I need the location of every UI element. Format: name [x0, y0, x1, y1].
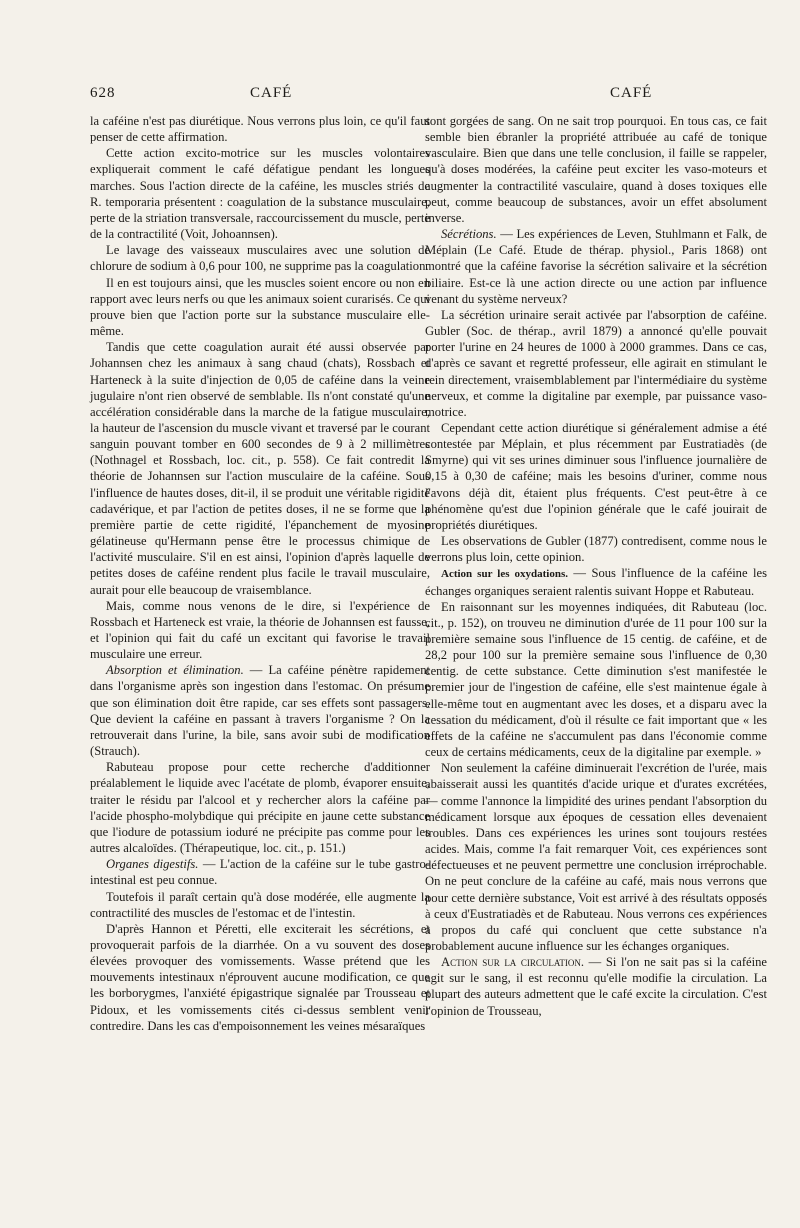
paragraph-text: Rabuteau propose pour cette recherche d'additionner préalablement le liquide avec l'acétate de plomb, évaporer ensuite, traiter le résidu par l'alcool et y rechercher alors la caféine par l'acide phospho-molybdique qui précipite en jaune cette substance que l'iodure de potassium ioduré ne précipite pas comme pour les autres alcaloïdes. (Thérapeutique, loc. cit., p. 151.): [90, 760, 430, 856]
paragraph: [90, 275, 430, 340]
paragraph: [90, 598, 430, 663]
paragraph-text: Le lavage des vaisseaux musculaires avec une solution de chlorure de sodium à 0,6 pour 100, ne supprime pas la coagulation.: [90, 243, 430, 274]
paragraph: [90, 113, 430, 145]
paragraph-text: Mais, comme nous venons de le dire, si l'expérience de Rossbach et Harteneck est vraie, la théorie de Johannsen est fausse, et l'opinion qui fait du café un excitant qui favorise le travail musculaire une erreur.: [90, 598, 430, 662]
running-title-right: CAFÉ: [610, 85, 653, 101]
page-number: 628: [90, 85, 116, 101]
paragraph-text: — La caféine pénètre rapidement dans l'organisme après son ingestion dans l'estomac. On présume que son élimination doit être rapide, car ses effets sont passagers. Que devient la caféine en passant à travers l'organisme ? On la retrouverait dans l'urine, la bile, sans avoir subi de modification (Strauch).: [90, 663, 430, 759]
paragraph: [425, 760, 767, 954]
paragraph: [425, 226, 767, 307]
page-header: [90, 85, 728, 107]
paragraph: [425, 565, 767, 598]
paragraph: [90, 242, 430, 274]
paragraph: [425, 113, 767, 226]
paragraph-text: la caféine n'est pas diurétique. Nous verrons plus loin, ce qu'il faut penser de cette affirmation.: [90, 114, 430, 145]
running-title-left: CAFÉ: [250, 85, 293, 101]
section-heading: Action sur la circulation.: [441, 955, 585, 970]
paragraph: [90, 662, 430, 759]
paragraph: [90, 145, 430, 242]
paragraph-text: D'après Hannon et Péretti, elle exciterait les sécrétions, et provoquerait parfois de la diarrhée. On a vu souvent des doses élevées provoquer des vomissements. Wasse prétend que les mouvements intestinaux n'éprouvent aucune modification, ce que les borborygmes, l'anxiété épigastrique signalée par Trousseau et Pidoux, et les vomissements cités ci-dessus semblent venir contredire. Dans les cas d'empoisonnement les veines mésaraïques: [90, 921, 430, 1033]
paragraph-text: Non seulement la caféine diminuerait l'excrétion de l'urée, mais abaisserait aussi les quantités d'acide urique et d'urates excrétées, — comme l'annonce la limpidité des urines pendant l'absorption du médicament lorsque aux époques de cessation elles devenaient troubles. Dans ces expériences les urines sont toujours restées acides. Mais, comme l'a fait remarquer Voit, ces expériences sont défectueuses et ne peuvent permettre une conclusion irréprochable. On ne peut conclure de la caféine au café, mais nous verrons que pour cette dernière substance, Voit est arrivé à des résultats opposés à ceux d'Eustratiadès et de Rabuteau. Nous verrons ces expériences à propos du café qui concluent que cette substance n'a probablement aucune influence sur les échanges organiques.: [425, 761, 767, 953]
paragraph-text: La sécrétion urinaire serait activée par l'absorption de caféine. Gubler (Soc. de thérap., avril 1879) a annoncé qu'elle pouvait porter l'urine en 24 heures de 1000 à 2000 grammes. Dans ce cas, d'après ce savant et regretté professeur, elle agirait en stimulant le rein directement, vraisemblablement par l'intermédiaire du système nerveux, et comme la digitaline par exemple, par puissance vaso-motrice.: [425, 307, 767, 419]
paragraph-text: Cependant cette action diurétique si généralement admise a été contestée par Méplain, et plus récemment par Eustratiadès (de Smyrne) qui vit ses urines diminuer sous l'influence journalière de 0,15 à 0,30 de caféine; mais les besoins d'uriner, comme nous l'avons déjà dit, étaient plus fréquents. C'est peut-être à ce phénomène qu'est due l'opinion générale que le café jouirait de propriétés diurétiques.: [425, 420, 767, 532]
paragraph: [425, 954, 767, 1019]
section-heading: Organes digestifs.: [106, 857, 199, 872]
paragraph-text: En raisonnant sur les moyennes indiquées, dit Rabuteau (loc. cit., p. 152), on trouveu ne diminution d'urée de 11 pour 100 sur la première semaine sous l'influence de 15 centig. de caféine, et de 28,2 pour 100 sur la première semaine sous l'influence de 0,30 centig. de cette substance. Cette diminution s'est manifestée le premier jour de l'ingestion de caféine, elle s'est maintenue égale à elle-même tout en augmentant avec les doses, et a disparu avec la cessation du médicament, d'où il résulte ce fait important que « les effets de la caféine ne s'accumulent pas dans l'économie comme ceux de certains médicaments, ceux de la digitaline par exemple. »: [425, 599, 767, 760]
paragraph-text: Tandis que cette coagulation aurait été aussi observée par Johannsen chez les animaux à sang chaud (chats), Rossbach et Harteneck à la suite d'injection de 0,05 de caféine dans la veine jugulaire n'ont rien observé de semblable. Ils n'ont constaté qu'une accélération considérable dans la marche de la fatigue musculaire, la hauteur de l'ascension du muscle vivant et traversé par le courant sanguin pouvant tomber en 600 secondes de 9 à 2 millimètres (Nothnagel et Rossbach, loc. cit., p. 558). Ce fait contredit la théorie de Johannsen sur l'action musculaire de la caféine. Sous l'influence de hautes doses, dit-il, il se produit une véritable rigidité cadavérique, et par l'action de petites doses, il ne se forme que la première partie de cette rigidité, l'épanchement de myosine gélatineuse qu'Hermann pense être le processus chimique de l'activité musculaire. S'il en est ainsi, l'opinion d'après laquelle de petites doses de caféine rendent plus facile le travail musculaire, aurait pour elle beaucoup de vraisemblance.: [90, 340, 430, 597]
paragraph-text: Les observations de Gubler (1877) contredisent, comme nous le verrons plus loin, cette opinion.: [425, 534, 767, 565]
paragraph-text: Toutefois il paraît certain qu'à dose modérée, elle augmente la contractilité des muscles de l'estomac et de l'intestin.: [90, 889, 430, 920]
paragraph: [425, 533, 767, 565]
paragraph-text: — Si l'on ne sait pas si la caféine agit sur le sang, il est reconnu qu'elle modifie la circulation. La plupart des auteurs admettent que le café excite la circulation. C'est l'opinion de Trousseau,: [425, 955, 767, 1018]
section-heading: Sécrétions.: [441, 227, 497, 242]
paragraph: [425, 307, 767, 420]
paragraph-text: Il en est toujours ainsi, que les muscles soient encore ou non en rapport avec leurs nerfs ou que les animaux soient curarisés. Ce qui prouve bien que l'action porte sur la substance musculaire elle-même.: [90, 275, 430, 339]
left-column: [90, 113, 430, 1034]
section-heading: Action sur les oxydations.: [441, 568, 569, 581]
paragraph: [425, 599, 767, 761]
paragraph: [90, 889, 430, 921]
paragraph-text: Cette action excito-motrice sur les muscles volontaires expliquerait comment le café défatigue pendant les longues marches. Sous l'action directe de la caféine, les muscles striés de R. temporaria présentent : coagulation de la substance musculaire, perte de la striation transversale, raccourcissement du muscle, perte de la contractilité (Voit, Johoannsen).: [90, 146, 430, 242]
paragraph-text: — Les expériences de Leven, Stuhlmann et Falk, de Méplain (Le Café. Etude de thérap. physiol., Paris 1868) ont montré que la caféine favorise la sécrétion salivaire et la sécrétion biliaire. Est-ce là une action directe ou une action par influence venant du système nerveux?: [425, 227, 767, 306]
section-heading: Absorption et élimination.: [106, 663, 244, 678]
paragraph: [90, 856, 430, 888]
paragraph: [90, 759, 430, 856]
paragraph: [425, 420, 767, 533]
paragraph: [90, 339, 430, 598]
paragraph-text: — L'action de la caféine sur le tube gastro-intestinal est peu connue.: [90, 857, 430, 888]
paragraph: [90, 921, 430, 1034]
paragraph-text: sont gorgées de sang. On ne sait trop pourquoi. En tous cas, ce fait semble bien ébranler la propriété attribuée au café de tonique vasculaire. Bien que dans une telle conclusion, il faille se rappeler, qu'à doses modérées, la caféine peut exciter les vaso-moteurs et augmenter la contractilité vasculaire, quand à doses toxiques elle peut, comme beaucoup de substances, avoir un effet absolument inverse.: [425, 114, 767, 225]
right-column: [425, 113, 767, 1019]
paragraph-text: — Sous l'influence de la caféine les échanges organiques seraient ralentis suivant Hoppe et Rabuteau.: [425, 566, 767, 598]
